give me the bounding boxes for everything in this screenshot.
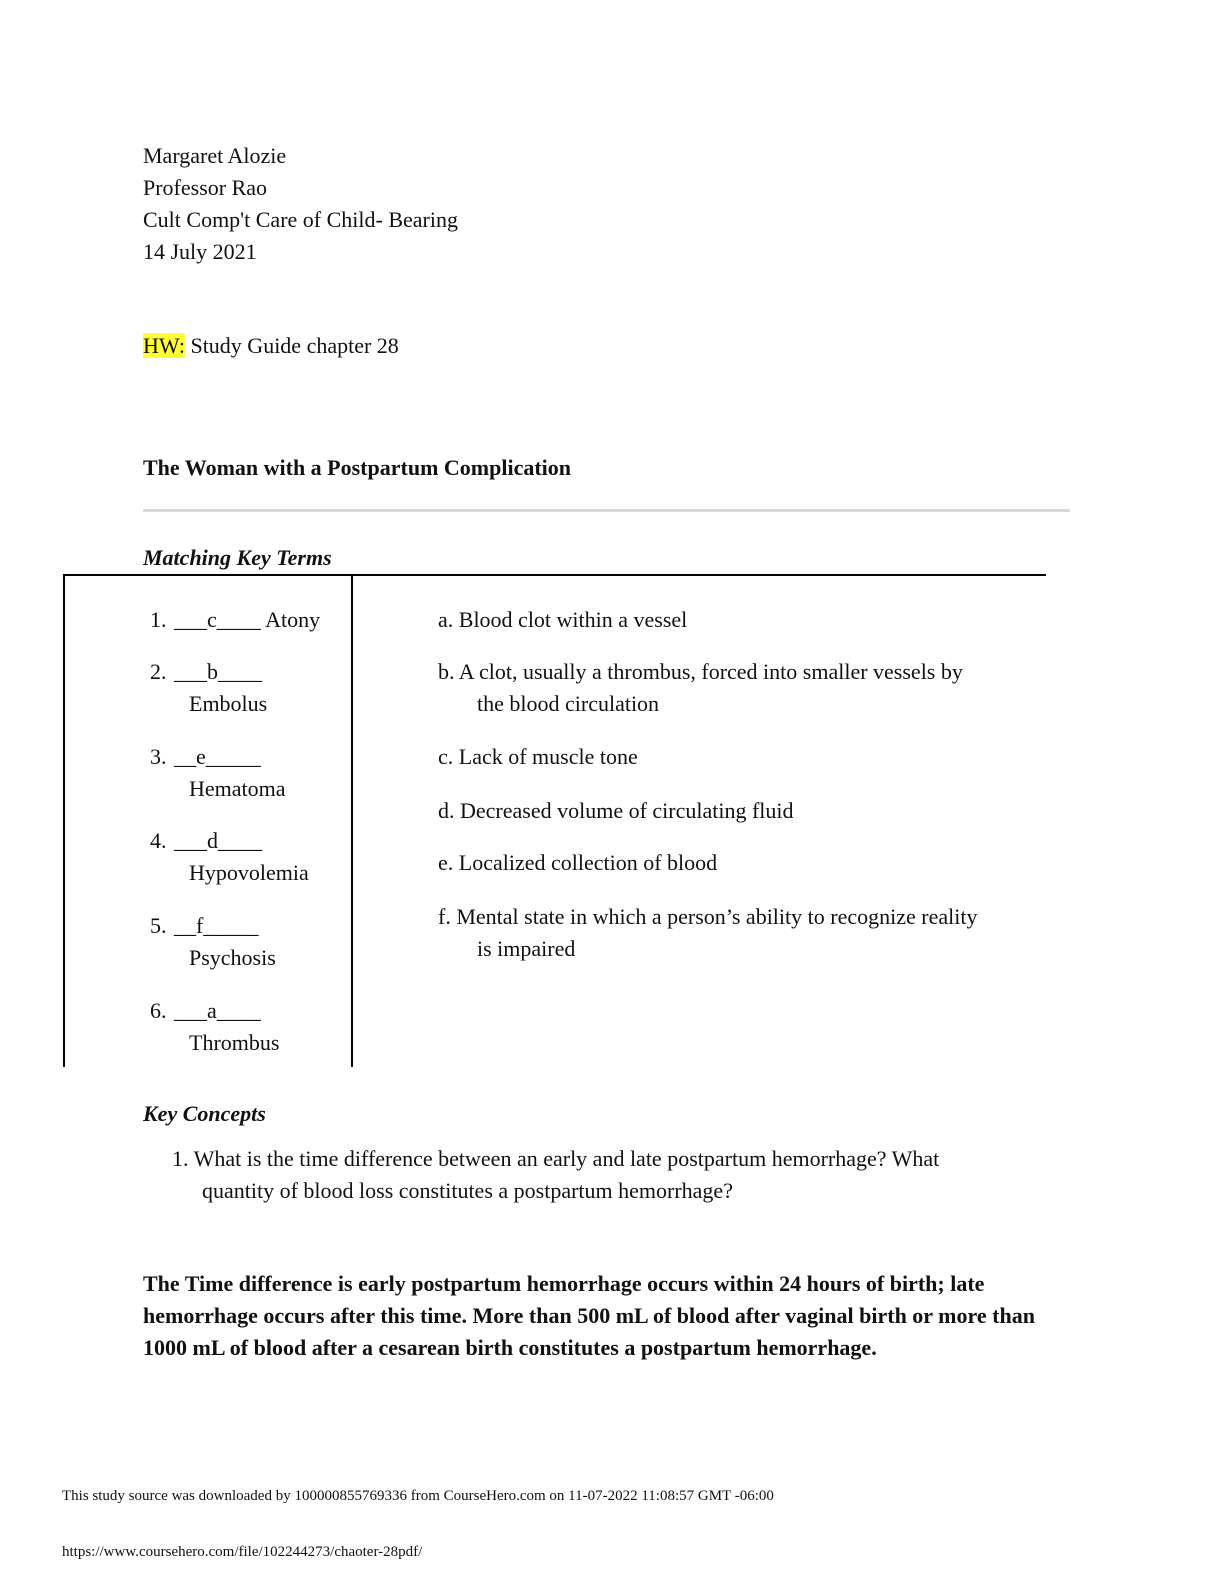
term-item — [150, 604, 320, 636]
question-text: What is the time difference between an early and late postpartum hemorrhage? What — [193, 1146, 940, 1171]
download-source-notice: This study source was downloaded by 100000855769336 from CourseHero.com on 11-07-2022 11:08:57 GMT -06:00 — [62, 1488, 774, 1504]
definition-item — [438, 847, 717, 879]
term-number: 5. — [150, 913, 167, 938]
term-answer: ___d____ — [174, 828, 262, 853]
term-word: Hypovolemia — [189, 860, 309, 885]
term-answer: ___b____ — [174, 659, 262, 684]
term-word: Psychosis — [189, 945, 276, 970]
definition-item — [438, 795, 794, 827]
term-number: 1. — [150, 607, 167, 632]
hw-label: HW: — [143, 333, 185, 358]
definition-item — [438, 604, 687, 636]
term-item — [150, 910, 276, 974]
term-answer: ___c____ — [174, 607, 261, 632]
term-item — [150, 995, 279, 1059]
term-number: 6. — [150, 998, 167, 1023]
student-name: Margaret Alozie — [143, 143, 287, 168]
term-item — [150, 741, 286, 805]
definition-continuation: the blood circulation — [477, 691, 660, 716]
term-item — [150, 825, 309, 889]
homework-line — [143, 330, 399, 362]
definition-item — [438, 901, 977, 965]
definition-text: d. Decreased volume of circulating fluid — [438, 798, 794, 823]
student-header — [143, 140, 458, 268]
definition-text: a. Blood clot within a vessel — [438, 607, 688, 632]
title-divider — [143, 509, 1070, 512]
term-word: Hematoma — [189, 776, 286, 801]
hw-text: Study Guide chapter 28 — [184, 333, 399, 358]
section-title: The Woman with a Postpartum Complication — [143, 455, 572, 480]
question-continuation: quantity of blood loss constitutes a postpartum hemorrhage? — [202, 1178, 733, 1203]
question-number: 1. — [172, 1146, 189, 1171]
definition-text: c. Lack of muscle tone — [438, 744, 638, 769]
term-word: Thrombus — [189, 1030, 280, 1055]
table-top-border — [63, 574, 1046, 576]
definition-text: b. A clot, usually a thrombus, forced into smaller vessels by — [438, 659, 963, 684]
term-item — [150, 656, 267, 720]
answer-paragraph: The Time difference is early postpartum hemorrhage occurs within 24 hours of birth; late hemorrhage occurs after this time. More than 500 mL of blood after vaginal birth or more than 1000 mL of blood after a cesarean birth constitutes a postpartum hemorrhage. — [143, 1271, 1035, 1360]
definition-item — [438, 741, 638, 773]
definition-text: e. Localized collection of blood — [438, 850, 718, 875]
matching-heading: Matching Key Terms — [143, 545, 332, 570]
term-number: 2. — [150, 659, 167, 684]
professor-name: Professor Rao — [143, 175, 268, 200]
term-answer: __e_____ — [174, 744, 261, 769]
term-word: Embolus — [189, 691, 268, 716]
question-item — [172, 1143, 939, 1207]
term-word: Atony — [265, 607, 321, 632]
table-left-border — [63, 574, 65, 1067]
document-date: 14 July 2021 — [143, 239, 257, 264]
term-answer: __f_____ — [174, 913, 259, 938]
key-concepts-heading: Key Concepts — [143, 1101, 266, 1126]
definition-continuation: is impaired — [477, 936, 576, 961]
definition-text: f. Mental state in which a person’s ability to recognize reality — [438, 904, 978, 929]
term-number: 4. — [150, 828, 167, 853]
course-name: Cult Comp't Care of Child- Bearing — [143, 207, 458, 232]
table-column-divider — [351, 574, 353, 1067]
term-answer: ___a____ — [174, 998, 261, 1023]
definition-item — [438, 656, 963, 720]
term-number: 3. — [150, 744, 167, 769]
source-url: https://www.coursehero.com/file/102244273/chaoter-28pdf/ — [62, 1544, 423, 1560]
